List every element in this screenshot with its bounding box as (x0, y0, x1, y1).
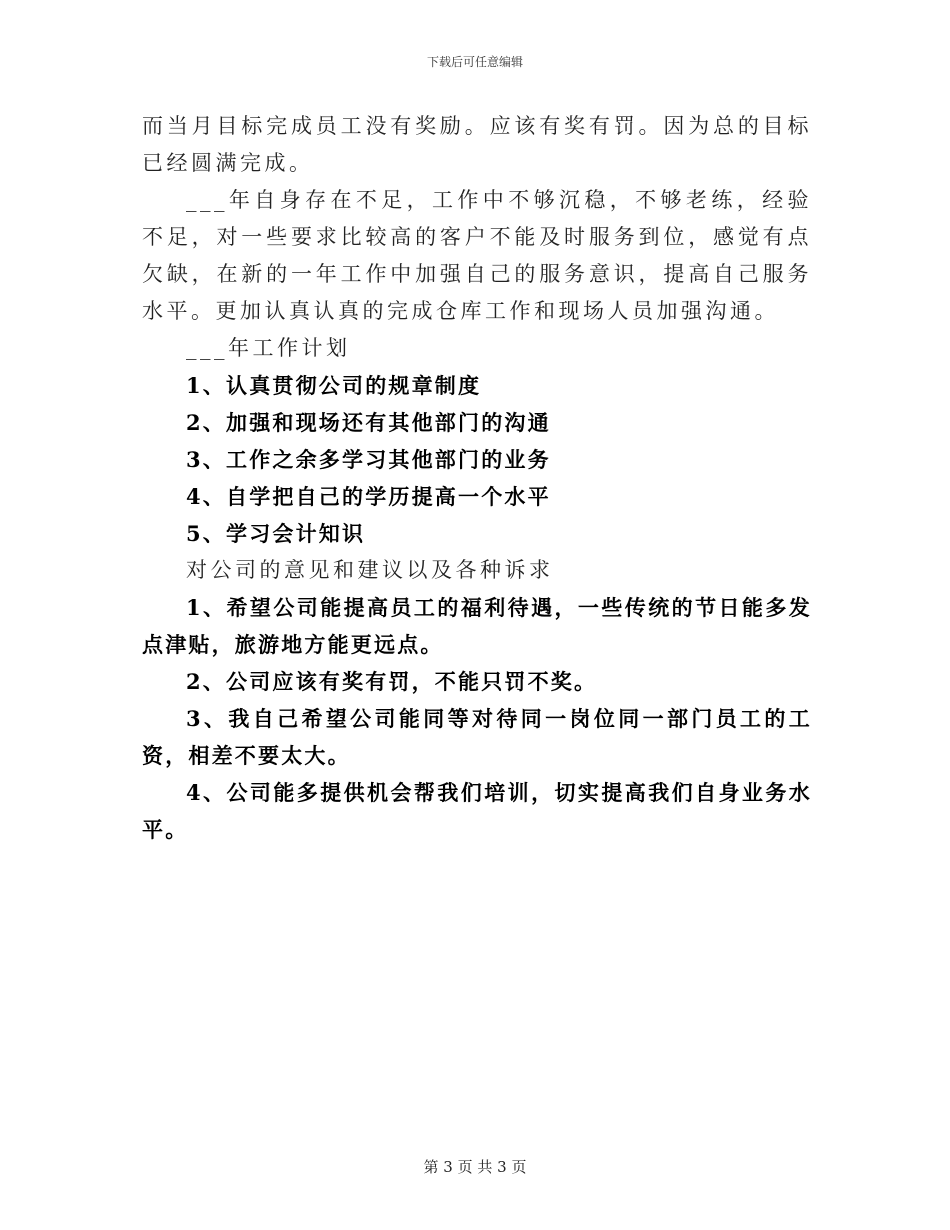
suggestions-heading: 对公司的意见和建议以及各种诉求 (186, 558, 554, 582)
page-number-footer: 第 3 页 共 3 页 (423, 1158, 527, 1176)
plan-item: 4、自学把自己的学历提高一个水平 (186, 484, 551, 509)
plan-item: 2、加强和现场还有其他部门的沟通 (186, 410, 551, 435)
paragraph-self-assessment: ___年自身存在不足，工作中不够沉稳，不够老练，经验不足，对一些要求比较高的客户不能及时服务到位，感觉有点欠缺，在新的一年工作中加强自己的服务意识，提高自己服务水平。更加认真认真的完成仓库工作和现场人员加强沟通。 (142, 188, 812, 323)
page-header-note: 下载后可任意编辑 (426, 55, 523, 69)
suggestion-item: 1、希望公司能提高员工的福利待遇，一些传统的节日能多发点津贴，旅游地方能更远点。 (142, 595, 812, 657)
plan-item: 5、学习会计知识 (186, 521, 366, 546)
document-body (142, 108, 812, 848)
suggestion-item: 4、公司能多提供机会帮我们培训，切实提高我们自身业务水平。 (142, 780, 812, 842)
suggestion-item: 3、我自己希望公司能同等对待同一岗位同一部门员工的工资，相差不要太大。 (142, 706, 812, 768)
plan-item: 3、工作之余多学习其他部门的业务 (186, 447, 551, 472)
suggestion-item: 2、公司应该有奖有罚，不能只罚不奖。 (186, 669, 598, 694)
paragraph-target-reward: 而当月目标完成员工没有奖励。应该有奖有罚。因为总的目标已经圆满完成。 (142, 114, 812, 175)
plan-item: 1、认真贯彻公司的规章制度 (186, 373, 482, 398)
work-plan-heading: ___年工作计划 (186, 336, 351, 360)
